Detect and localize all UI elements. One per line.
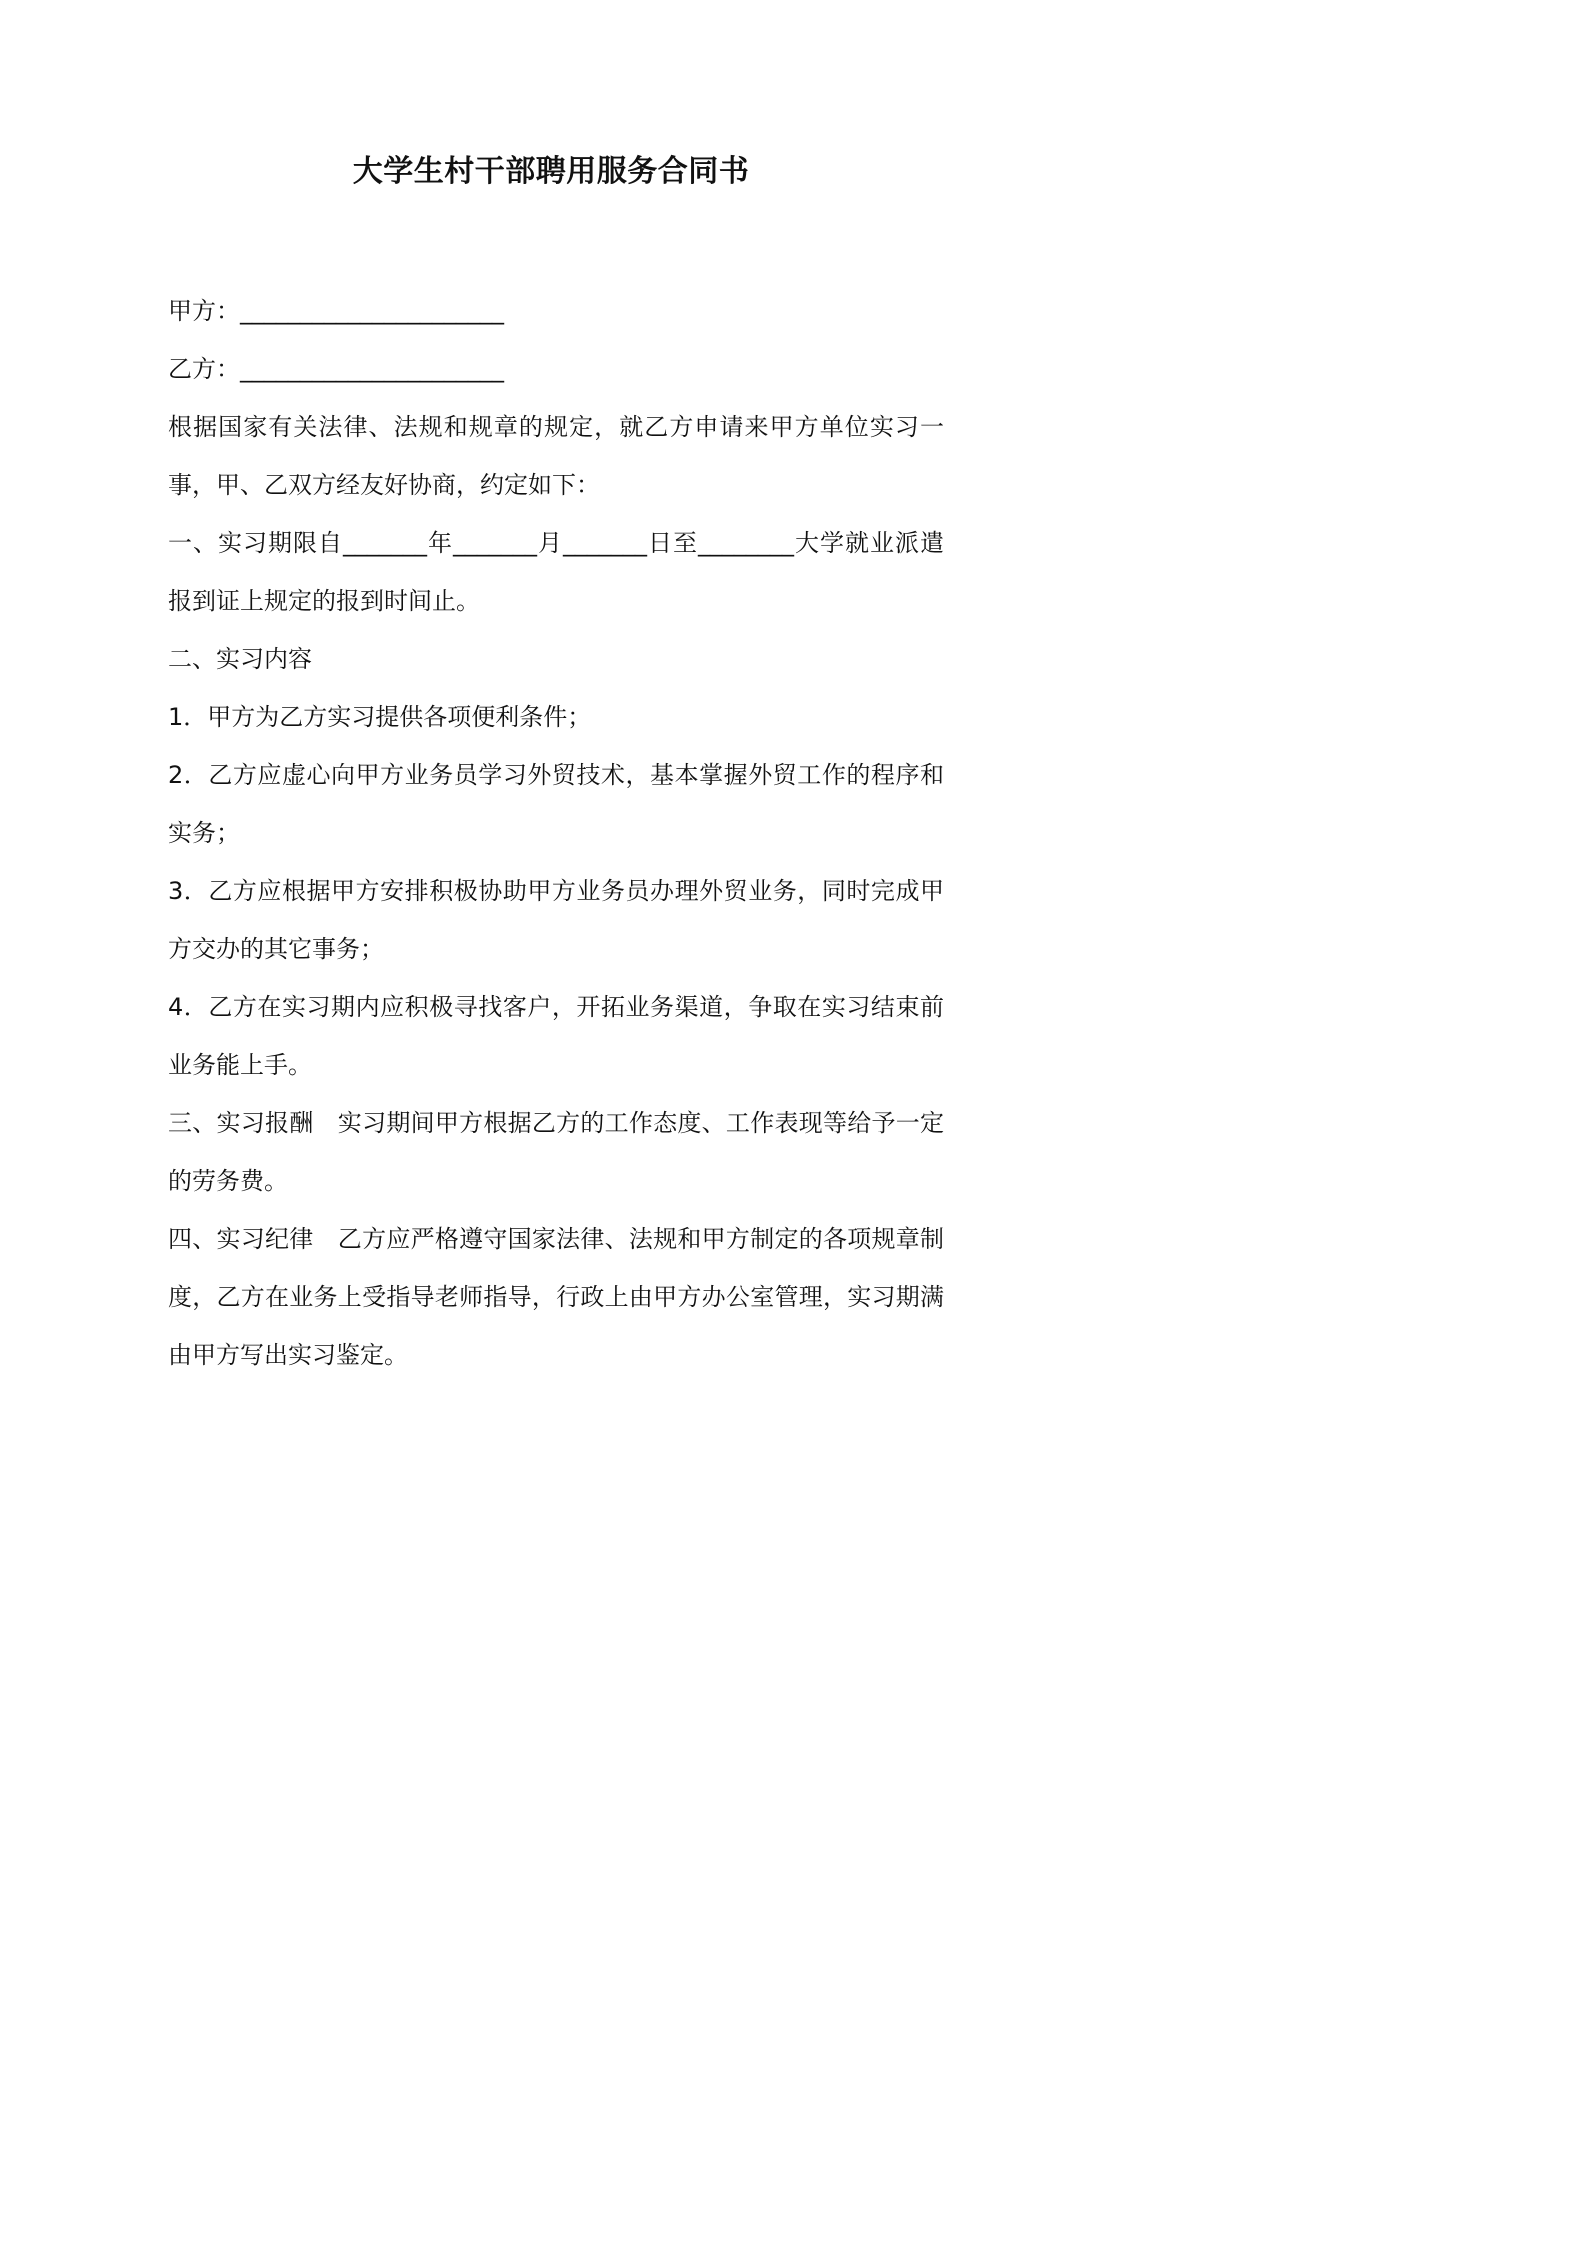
party-a-line: 甲方：______________________ bbox=[168, 297, 504, 325]
document-title: 大学生村干部聘用服务合同书 bbox=[352, 154, 750, 189]
clause-2-item-1: 1．甲方为乙方实习提供各项便利条件； bbox=[168, 703, 592, 731]
clause-4-discipline: 四、实习纪律 乙方应严格遵守国家法律、法规和甲方制定的各项规章制度，乙方在业务上受指导老师指导，行政上由甲方办公室管理，实习期满由甲方写出实习鉴定。 bbox=[168, 1225, 944, 1369]
preamble-paragraph: 根据国家有关法律、法规和规章的规定，就乙方申请来甲方单位实习一事，甲、乙双方经友好协商，约定如下： bbox=[168, 413, 944, 499]
clause-2-item-2: 2．乙方应虚心向甲方业务员学习外贸技术，基本掌握外贸工作的程序和实务； bbox=[168, 761, 944, 847]
clause-1-term: 一、实习期限自_______年_______月_______日至________大学就业派遣报到证上规定的报到时间止。 bbox=[168, 529, 944, 615]
clause-2-item-4: 4．乙方在实习期内应积极寻找客户，开拓业务渠道，争取在实习结束前业务能上手。 bbox=[168, 993, 944, 1079]
clause-2-heading: 二、实习内容 bbox=[168, 645, 312, 673]
clause-2-item-3: 3．乙方应根据甲方安排积极协助甲方业务员办理外贸业务，同时完成甲方交办的其它事务； bbox=[168, 877, 944, 963]
document-page bbox=[0, 0, 1102, 1560]
clause-3-remuneration: 三、实习报酬 实习期间甲方根据乙方的工作态度、工作表现等给予一定的劳务费。 bbox=[168, 1109, 944, 1195]
party-b-line: 乙方：______________________ bbox=[168, 355, 504, 383]
document-body bbox=[168, 282, 944, 1384]
